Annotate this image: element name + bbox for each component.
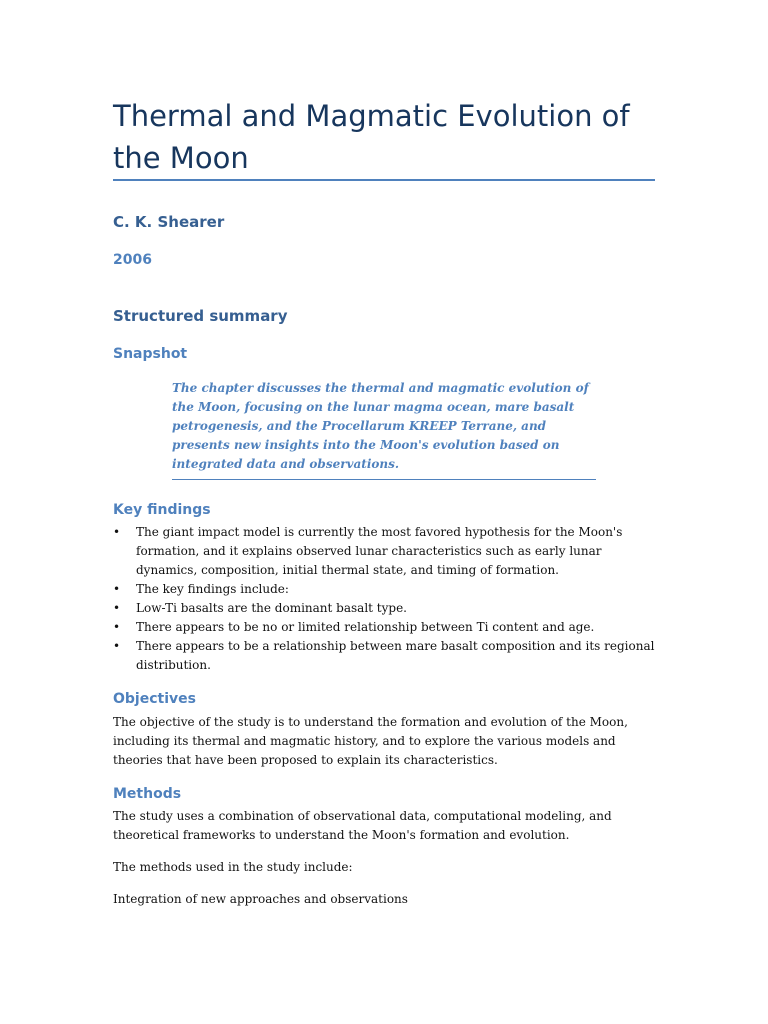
list-item-text: The key findings include: xyxy=(136,582,289,596)
objectives-text: The objective of the study is to understand the formation and evolution of the Moon, including its thermal and magmatic history, and to explore the various models and theories that have been proposed to explain its characteristics. xyxy=(113,715,628,767)
list-item-text: The giant impact model is currently the most favored hypothesis for the Moon's formation, and it explains observed lunar characteristics such as early lunar dynamics, composition, initial thermal state, and timing of formation. xyxy=(136,525,623,577)
objectives-heading: Objectives xyxy=(113,691,196,707)
structured-summary-heading: Structured summary xyxy=(113,307,288,325)
bullet-icon: • xyxy=(113,582,121,596)
snapshot-quote: The chapter discusses the thermal and magmatic evolution of the Moon, focusing on the lunar magma ocean, mare basalt petrogenesis, and the Procellarum KREEP Terrane, and presents new insights into the Moon's evolution based on integrated data and observations. xyxy=(172,381,589,471)
publication-year: 2006 xyxy=(113,252,152,268)
bullet-icon: • xyxy=(113,601,121,615)
list-item xyxy=(113,618,655,637)
list-item-text: Low-Ti basalts are the dominant basalt type. xyxy=(136,601,407,615)
list-item-text: There appears to be no or limited relationship between Ti content and age. xyxy=(136,620,595,634)
list-item xyxy=(113,599,655,618)
list-item xyxy=(113,523,655,580)
bullet-icon: • xyxy=(113,620,121,634)
author-name: C. K. Shearer xyxy=(113,213,225,231)
list-item xyxy=(113,580,655,599)
quote-underline xyxy=(172,479,596,480)
bullet-icon: • xyxy=(113,525,121,539)
methods-heading: Methods xyxy=(113,786,182,802)
key-findings-list xyxy=(113,523,655,675)
list-item xyxy=(113,637,655,675)
methods-paragraph: Integration of new approaches and observations xyxy=(113,892,408,906)
document-title: Thermal and Magmatic Evolution of the Moon xyxy=(113,99,630,175)
key-findings-heading: Key findings xyxy=(113,502,211,518)
list-item-text: There appears to be a relationship between mare basalt composition and its regional distribution. xyxy=(136,639,655,672)
bullet-icon: • xyxy=(113,639,121,653)
title-underline xyxy=(113,179,655,181)
methods-paragraph: The study uses a combination of observational data, computational modeling, and theoretical frameworks to understand the Moon's formation and evolution. xyxy=(113,809,612,842)
snapshot-heading: Snapshot xyxy=(113,346,188,362)
methods-paragraph: The methods used in the study include: xyxy=(113,860,353,874)
